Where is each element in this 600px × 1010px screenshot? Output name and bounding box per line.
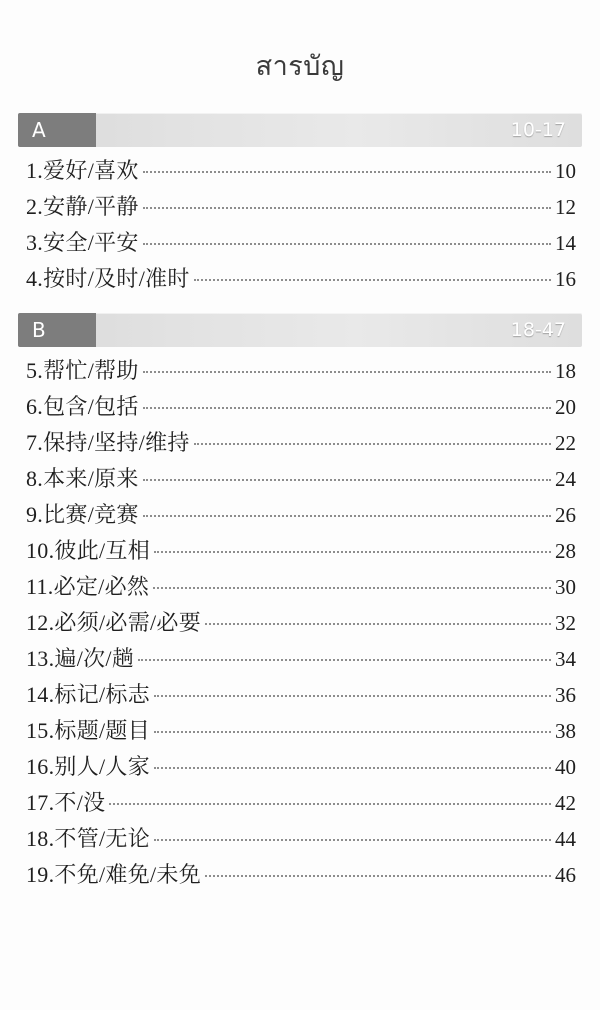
section-page-range: 18-47 <box>510 319 566 341</box>
leader-dots <box>138 659 551 661</box>
list-item[interactable] <box>18 153 582 189</box>
list-item[interactable] <box>18 857 582 893</box>
leader-dots <box>143 515 551 517</box>
toc-entry-page: 44 <box>555 827 576 851</box>
toc-entry-label: 2.安静/平静 <box>26 194 139 219</box>
toc-entry-label: 12.必须/必需/必要 <box>26 610 202 635</box>
toc-entry-page: 42 <box>555 791 576 815</box>
list-item[interactable] <box>18 533 582 569</box>
toc-entry-page: 22 <box>555 431 576 455</box>
leader-dots <box>143 371 551 373</box>
toc-entry-label: 16.别人/人家 <box>26 754 151 779</box>
toc-list-b <box>18 353 582 893</box>
list-item[interactable] <box>18 389 582 425</box>
list-item[interactable] <box>18 189 582 225</box>
list-item[interactable] <box>18 641 582 677</box>
list-item[interactable] <box>18 749 582 785</box>
section-page-range: 10-17 <box>510 119 566 141</box>
toc-list-a <box>18 153 582 297</box>
leader-dots <box>143 407 551 409</box>
toc-entry-label: 4.按时/及时/准时 <box>26 266 190 291</box>
toc-entry-page: 36 <box>555 683 576 707</box>
toc-entry-page: 18 <box>555 359 576 383</box>
leader-dots <box>154 767 551 769</box>
leader-dots <box>154 731 551 733</box>
toc-entry-page: 32 <box>555 611 576 635</box>
toc-entry-label: 19.不免/难免/未免 <box>26 862 202 887</box>
list-item[interactable] <box>18 713 582 749</box>
toc-entry-label: 14.标记/标志 <box>26 682 151 707</box>
toc-entry-label: 10.彼此/互相 <box>26 538 151 563</box>
leader-dots <box>153 587 551 589</box>
toc-entry-label: 1.爱好/喜欢 <box>26 158 139 183</box>
leader-dots <box>154 695 551 697</box>
section-header-a <box>18 113 582 147</box>
page-title: สารบัญ <box>255 51 345 82</box>
list-item[interactable] <box>18 225 582 261</box>
toc-entry-page: 24 <box>555 467 576 491</box>
list-item[interactable] <box>18 677 582 713</box>
list-item[interactable] <box>18 461 582 497</box>
toc-entry-page: 30 <box>555 575 576 599</box>
list-item[interactable] <box>18 605 582 641</box>
list-item[interactable] <box>18 261 582 297</box>
toc-entry-page: 14 <box>555 231 576 255</box>
toc-entry-page: 26 <box>555 503 576 527</box>
toc-entry-label: 3.安全/平安 <box>26 230 139 255</box>
list-item[interactable] <box>18 425 582 461</box>
section-letter: A <box>18 113 96 147</box>
list-item[interactable] <box>18 497 582 533</box>
leader-dots <box>194 279 551 281</box>
toc-entry-label: 11.必定/必然 <box>26 574 150 599</box>
toc-entry-page: 16 <box>555 267 576 291</box>
section-letter: B <box>18 313 96 347</box>
leader-dots <box>194 443 551 445</box>
leader-dots <box>154 839 551 841</box>
leader-dots <box>154 551 551 553</box>
leader-dots <box>143 171 551 173</box>
toc-entry-label: 17.不/没 <box>26 790 106 815</box>
toc-entry-page: 34 <box>555 647 576 671</box>
list-item[interactable] <box>18 569 582 605</box>
leader-dots <box>205 875 551 877</box>
toc-entry-page: 28 <box>555 539 576 563</box>
list-item[interactable] <box>18 785 582 821</box>
toc-entry-label: 18.不管/无论 <box>26 826 151 851</box>
toc-entry-page: 38 <box>555 719 576 743</box>
toc-entry-label: 6.包含/包括 <box>26 394 139 419</box>
leader-dots <box>109 803 551 805</box>
leader-dots <box>205 623 551 625</box>
leader-dots <box>143 243 551 245</box>
toc-entry-page: 20 <box>555 395 576 419</box>
toc-entry-label: 7.保持/坚持/维持 <box>26 430 190 455</box>
section-header-b <box>18 313 582 347</box>
toc-entry-page: 10 <box>555 159 576 183</box>
toc-entry-page: 12 <box>555 195 576 219</box>
toc-entry-label: 5.帮忙/帮助 <box>26 358 139 383</box>
leader-dots <box>143 207 551 209</box>
toc-entry-label: 13.遍/次/趟 <box>26 646 135 671</box>
toc-entry-label: 8.本来/原来 <box>26 466 139 491</box>
toc-entry-label: 9.比赛/竞赛 <box>26 502 139 527</box>
list-item[interactable] <box>18 353 582 389</box>
toc-entry-page: 46 <box>555 863 576 887</box>
toc-entry-label: 15.标题/题目 <box>26 718 151 743</box>
leader-dots <box>143 479 551 481</box>
list-item[interactable] <box>18 821 582 857</box>
toc-entry-page: 40 <box>555 755 576 779</box>
